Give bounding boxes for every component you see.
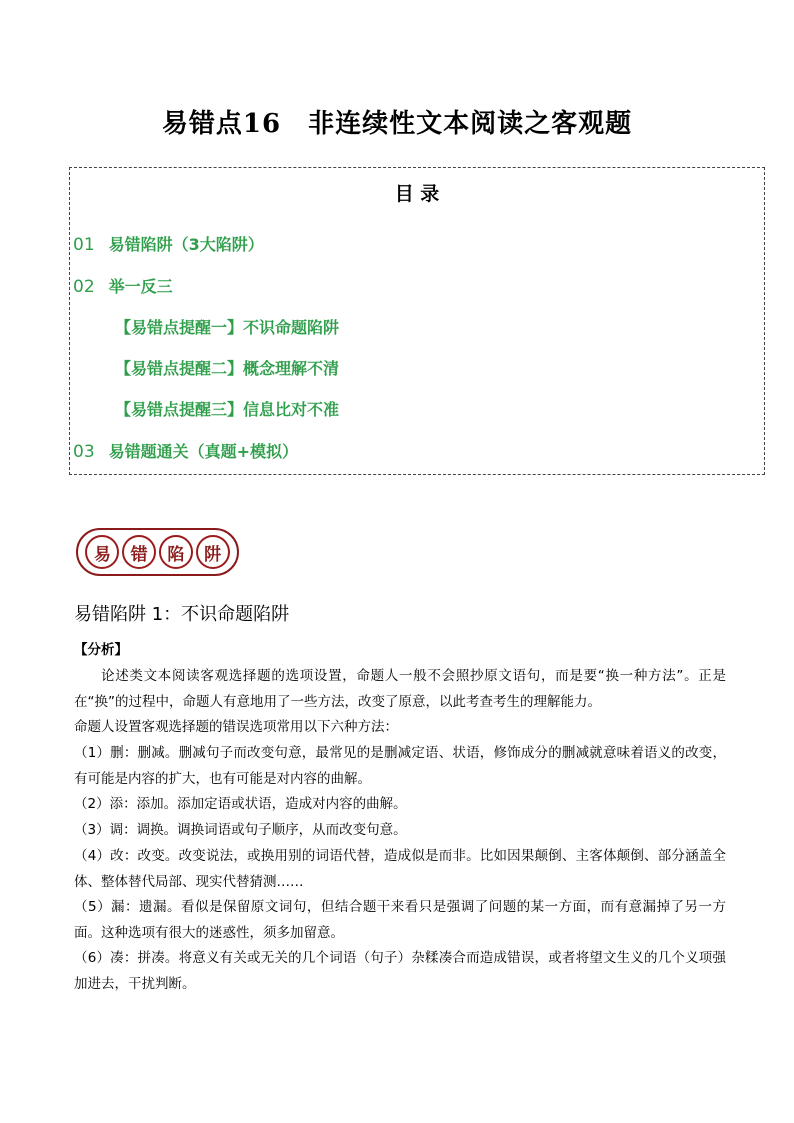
toc-item-number: 03 (73, 442, 95, 462)
paragraph: 命题人设置客观选择题的错误选项常用以下六种方法： (74, 719, 398, 735)
page-title: 易错点16 非连续性文本阅读之客观题 (161, 109, 633, 139)
toc-item-number: 02 (73, 277, 95, 297)
paragraph: （3）调：调换。调换词语或句子顺序，从而改变句意。 (74, 822, 407, 838)
badge-char: 阱 (196, 535, 230, 569)
section-title: 易错陷阱 1：不识命题陷阱 (74, 604, 290, 625)
toc-subitem-1[interactable] (115, 315, 339, 338)
paragraph: （5）漏：遗漏。看似是保留原文词句，但结合题干来看只是强调了问题的某一方面，而有意漏掉了另一方面。这种选项有很大的迷惑性，须多加留意。 (74, 899, 726, 941)
toc-item-02[interactable] (73, 274, 173, 297)
toc-item-label: 【易错点提醒一】不识命题陷阱 (115, 318, 340, 337)
badge-char: 陷 (159, 535, 193, 569)
badge-char: 错 (122, 535, 156, 569)
toc-item-number: 01 (73, 235, 95, 255)
toc-item-label: 【易错点提醒二】概念理解不清 (115, 359, 340, 378)
toc-item-label: 易错陷阱（3大陷阱） (108, 235, 264, 254)
badge-char: 易 (85, 535, 119, 569)
toc-heading: 目 录 (394, 183, 440, 205)
paragraph: （2）添：添加。添加定语或状语，造成对内容的曲解。 (74, 796, 407, 812)
table-of-contents (69, 167, 765, 475)
analysis-label: 【分析】 (74, 642, 128, 658)
paragraph: 论述类文本阅读客观选择题的选项设置，命题人一般不会照抄原文语句，而是要“换一种方法”。正是在“换”的过程中，命题人有意地用了一些方法，改变了原意，以此考查考生的理解能力。 (74, 668, 726, 710)
paragraph: （4）改：改变。改变说法，或换用别的词语代替，造成似是而非。比如因果颠倒、主客体颠倒、部分涵盖全体、整体替代局部、现实代替猜测…… (74, 848, 726, 890)
paragraph: （1）删：删减。删减句子而改变句意，最常见的是删减定语、状语，修饰成分的删减就意味着语义的改变，有可能是内容的扩大，也有可能是对内容的曲解。 (74, 745, 726, 787)
section-badge (76, 528, 239, 576)
toc-subitem-2[interactable] (115, 356, 339, 379)
toc-item-label: 举一反三 (108, 277, 173, 296)
toc-subitem-3[interactable] (115, 397, 339, 420)
toc-item-label: 【易错点提醒三】信息比对不准 (115, 400, 340, 419)
paragraph: （6）凑：拼凑。将意义有关或无关的几个词语（句子）杂糅凑合而造成错误，或者将望文生义的几个义项强加进去，干扰判断。 (74, 950, 726, 992)
toc-item-label: 易错题通关（真题+模拟） (108, 442, 299, 461)
toc-item-01[interactable] (73, 232, 264, 255)
toc-item-03[interactable] (73, 439, 298, 462)
